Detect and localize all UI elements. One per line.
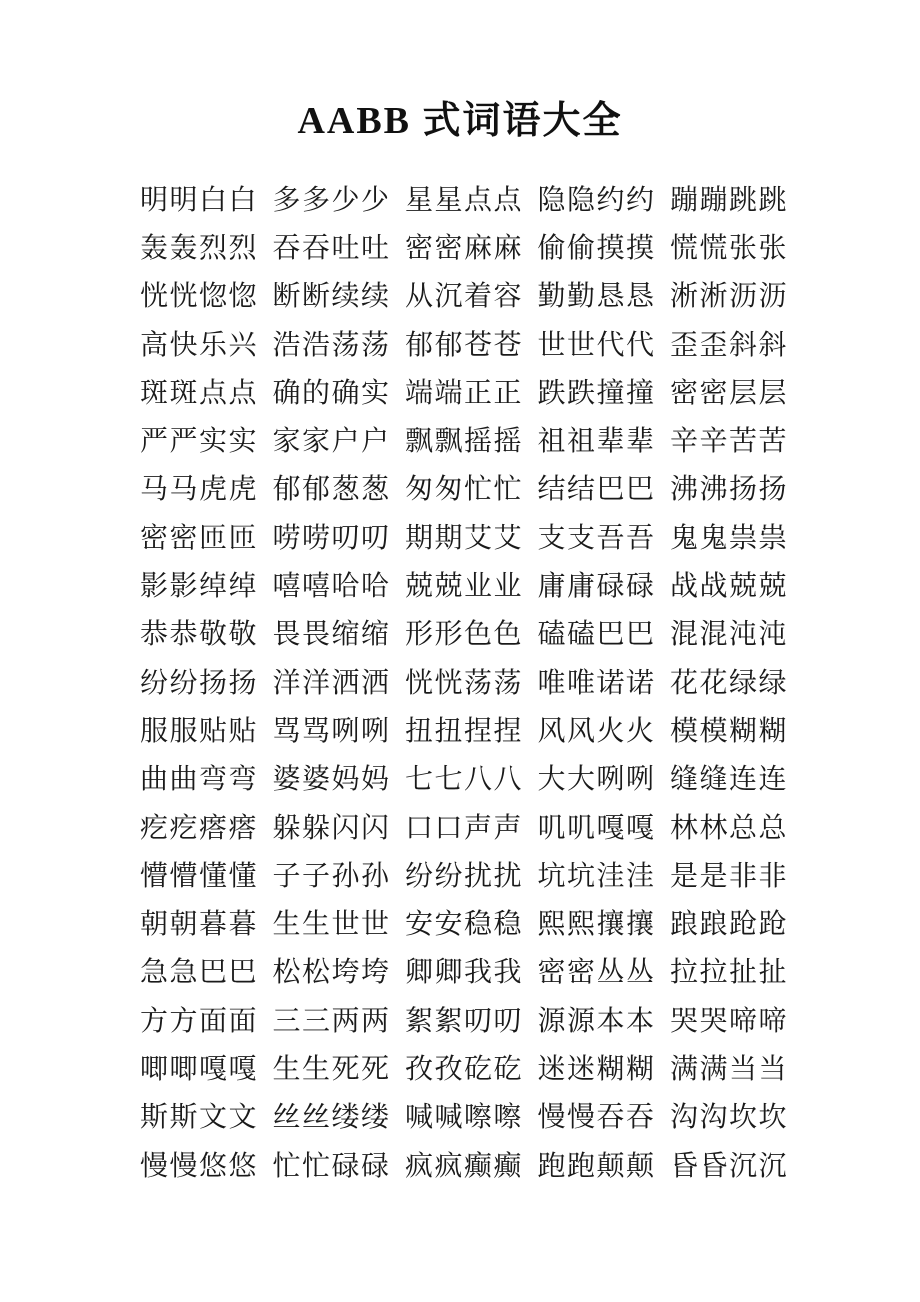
word-cell: 断断续续 — [272, 281, 391, 313]
word-row — [140, 608, 788, 656]
word-cell: 恭恭敬敬 — [140, 619, 259, 651]
word-cell: 嘻嘻哈哈 — [272, 571, 391, 603]
word-cell: 密密麻麻 — [404, 232, 523, 264]
word-cell: 密密匝匝 — [140, 522, 259, 554]
word-cell: 唧唧嘎嘎 — [140, 1053, 259, 1085]
word-cell: 郁郁葱葱 — [272, 474, 391, 506]
word-cell: 形形色色 — [404, 619, 523, 651]
word-cell: 生生世世 — [272, 909, 391, 941]
word-cell: 勤勤恳恳 — [537, 281, 656, 313]
word-cell: 洋洋洒洒 — [272, 667, 391, 699]
word-cell: 拉拉扯扯 — [669, 957, 788, 989]
word-cell: 叽叽嘎嘎 — [537, 812, 656, 844]
word-cell: 明明白白 — [140, 184, 259, 216]
word-cell: 方方面面 — [140, 1005, 259, 1037]
word-cell: 熙熙攘攘 — [537, 909, 656, 941]
word-cell: 结结巴巴 — [537, 474, 656, 506]
word-cell: 服服贴贴 — [140, 715, 259, 747]
word-cell: 孜孜矻矻 — [404, 1053, 523, 1085]
word-cell: 吞吞吐吐 — [272, 232, 391, 264]
word-cell: 兢兢业业 — [404, 571, 523, 603]
word-cell: 畏畏缩缩 — [272, 619, 391, 651]
word-row — [140, 222, 788, 270]
word-cell: 婆婆妈妈 — [272, 764, 391, 796]
word-row — [140, 946, 788, 994]
word-cell: 庸庸碌碌 — [537, 571, 656, 603]
word-cell: 轰轰烈烈 — [140, 232, 259, 264]
word-row — [140, 560, 788, 608]
word-cell: 多多少少 — [272, 184, 391, 216]
word-cell: 纷纷扬扬 — [140, 667, 259, 699]
word-cell: 密密丛丛 — [537, 957, 656, 989]
word-cell: 纷纷扰扰 — [404, 860, 523, 892]
word-cell: 忙忙碌碌 — [272, 1150, 391, 1182]
word-cell: 絮絮叨叨 — [404, 1005, 523, 1037]
word-cell: 郁郁苍苍 — [404, 329, 523, 361]
word-cell: 跌跌撞撞 — [537, 377, 656, 409]
word-cell: 慢慢吞吞 — [537, 1102, 656, 1134]
word-cell: 恍恍惚惚 — [140, 281, 259, 313]
word-row — [140, 898, 788, 946]
word-cell: 世世代代 — [537, 329, 656, 361]
word-row — [140, 850, 788, 898]
word-cell: 满满当当 — [669, 1053, 788, 1085]
word-cell: 躲躲闪闪 — [272, 812, 391, 844]
word-cell: 期期艾艾 — [404, 522, 523, 554]
word-cell: 子子孙孙 — [272, 860, 391, 892]
word-cell: 安安稳稳 — [404, 909, 523, 941]
word-row — [140, 705, 788, 753]
word-cell: 端端正正 — [404, 377, 523, 409]
word-cell: 战战兢兢 — [669, 571, 788, 603]
word-cell: 混混沌沌 — [669, 619, 788, 651]
word-cell: 源源本本 — [537, 1005, 656, 1037]
word-cell: 慢慢悠悠 — [140, 1150, 259, 1182]
word-cell: 慌慌张张 — [669, 232, 788, 264]
word-cell: 飘飘摇摇 — [404, 426, 523, 458]
word-cell: 哭哭啼啼 — [669, 1005, 788, 1037]
word-cell: 三三两两 — [272, 1005, 391, 1037]
word-cell: 歪歪斜斜 — [669, 329, 788, 361]
word-cell: 大大咧咧 — [537, 764, 656, 796]
word-row — [140, 995, 788, 1043]
word-cell: 从沉着容 — [404, 281, 523, 313]
word-cell: 偷偷摸摸 — [537, 232, 656, 264]
word-cell: 花花绿绿 — [669, 667, 788, 699]
word-cell: 林林总总 — [669, 812, 788, 844]
word-row — [140, 270, 788, 318]
word-row — [140, 1139, 788, 1187]
word-row — [140, 174, 788, 222]
word-row — [140, 367, 788, 415]
word-cell: 马马虎虎 — [140, 474, 259, 506]
word-cell: 唠唠叨叨 — [272, 522, 391, 554]
word-cell: 浩浩荡荡 — [272, 329, 391, 361]
word-cell: 支支吾吾 — [537, 522, 656, 554]
page-title: AABB 式词语大全 — [297, 100, 623, 142]
word-cell: 口口声声 — [404, 812, 523, 844]
word-cell: 严严实实 — [140, 426, 259, 458]
word-cell: 急急巴巴 — [140, 957, 259, 989]
word-cell: 风风火火 — [537, 715, 656, 747]
word-cell: 昏昏沉沉 — [669, 1150, 788, 1182]
word-row — [140, 318, 788, 366]
word-cell: 疯疯癫癫 — [404, 1150, 523, 1182]
word-cell: 确的确实 — [272, 377, 391, 409]
word-cell: 蹦蹦跳跳 — [669, 184, 788, 216]
word-cell: 隐隐约约 — [537, 184, 656, 216]
word-cell: 喊喊嚓嚓 — [404, 1102, 523, 1134]
word-cell: 辛辛苦苦 — [669, 426, 788, 458]
word-cell: 家家户户 — [272, 426, 391, 458]
word-cell: 模模糊糊 — [669, 715, 788, 747]
word-row — [140, 656, 788, 704]
word-cell: 磕磕巴巴 — [537, 619, 656, 651]
word-cell: 懵懵懂懂 — [140, 860, 259, 892]
word-cell: 扭扭捏捏 — [404, 715, 523, 747]
word-cell: 骂骂咧咧 — [272, 715, 391, 747]
word-cell: 祖祖辈辈 — [537, 426, 656, 458]
word-grid — [0, 174, 920, 1188]
word-cell: 丝丝缕缕 — [272, 1102, 391, 1134]
word-cell: 跑跑颠颠 — [537, 1150, 656, 1182]
word-row — [140, 512, 788, 560]
word-row — [140, 1043, 788, 1091]
word-cell: 恍恍荡荡 — [404, 667, 523, 699]
word-cell: 是是非非 — [669, 860, 788, 892]
word-cell: 匆匆忙忙 — [404, 474, 523, 506]
word-cell: 踉踉跄跄 — [669, 909, 788, 941]
word-cell: 缝缝连连 — [669, 764, 788, 796]
word-cell: 鬼鬼祟祟 — [669, 522, 788, 554]
word-row — [140, 1091, 788, 1139]
word-cell: 朝朝暮暮 — [140, 909, 259, 941]
word-cell: 高快乐兴 — [140, 329, 259, 361]
word-cell: 影影绰绰 — [140, 571, 259, 603]
word-row — [140, 753, 788, 801]
word-row — [140, 463, 788, 511]
word-cell: 坑坑洼洼 — [537, 860, 656, 892]
word-cell: 生生死死 — [272, 1053, 391, 1085]
word-cell: 唯唯诺诺 — [537, 667, 656, 699]
word-cell: 星星点点 — [404, 184, 523, 216]
word-cell: 疙疙瘩瘩 — [140, 812, 259, 844]
word-cell: 密密层层 — [669, 377, 788, 409]
word-cell: 卿卿我我 — [404, 957, 523, 989]
word-cell: 斑斑点点 — [140, 377, 259, 409]
word-cell: 淅淅沥沥 — [669, 281, 788, 313]
word-row — [140, 801, 788, 849]
word-cell: 沟沟坎坎 — [669, 1102, 788, 1134]
word-cell: 七七八八 — [404, 764, 523, 796]
word-cell: 松松垮垮 — [272, 957, 391, 989]
word-cell: 迷迷糊糊 — [537, 1053, 656, 1085]
word-cell: 曲曲弯弯 — [140, 764, 259, 796]
word-row — [140, 415, 788, 463]
word-cell: 沸沸扬扬 — [669, 474, 788, 506]
word-cell: 斯斯文文 — [140, 1102, 259, 1134]
